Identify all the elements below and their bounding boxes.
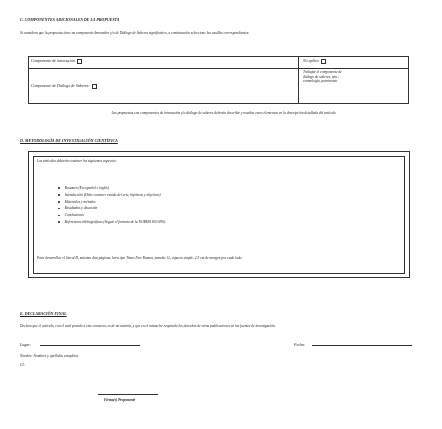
list-item: Resultados y discusión <box>58 206 166 213</box>
dialogue-label: Componente de Diálogo de Saberes: <box>31 83 97 89</box>
list-item: Referencias bibliográficas (Seguir el formato de la NORMA ISO 690). <box>58 220 166 227</box>
section-c-note: Las propuestas con componentes de innovación y/o diálogo de saberes deberán describir y resaltar estos elementos en la descripción detallada del artículo. <box>111 111 337 115</box>
innovation-label: Componente de innovación <box>31 58 82 64</box>
format-note: Para desarrollar el literal D, máximo diez páginas, letra tipo Times New Roman, tamaño 12, espacio simple, 2.5 cm de margen por cada lado. <box>37 256 243 260</box>
bullet-icon <box>58 194 60 196</box>
not-applicable-checkbox[interactable] <box>321 59 326 64</box>
date-label: Fecha: <box>294 342 306 347</box>
dialogue-description-line: Trabajar el componente de <box>303 70 342 74</box>
dialogue-description-line: cosmología, patrimonio <box>303 79 338 84</box>
dialogue-description <box>303 70 407 84</box>
date-line[interactable] <box>312 345 412 346</box>
list-item: Introducción (Debe contener estado del arte, hipótesis y objetivos) <box>58 193 166 200</box>
declaration-text: Declaro que el artículo, con el cual postulo a este concurso, es de mi autoría, y que en el mismo he respetado los derechos de otras publicaciones en las fuentes de investigación. <box>20 324 276 328</box>
table-divider <box>298 56 299 104</box>
place-line[interactable] <box>40 345 140 346</box>
innovation-checkbox[interactable] <box>77 59 82 64</box>
signature-line[interactable] <box>98 394 158 395</box>
not-applicable-label: No aplica <box>303 58 326 64</box>
dialogue-checkbox[interactable] <box>92 84 97 89</box>
methodology-list <box>58 186 166 227</box>
bullet-icon <box>58 201 60 203</box>
section-e-heading: E. DECLARACIÓN FINAL <box>20 311 67 316</box>
section-c-heading: C. COMPONENTES ADICIONALES DE LA PROPUESTA <box>20 17 120 22</box>
bullet-icon <box>58 215 60 217</box>
list-item: Materiales y métodos <box>58 200 166 207</box>
list-item: Conclusiones <box>58 213 166 220</box>
section-d-heading: D. METODOLOGÍA DE INVESTIGACIÓN CIENTÍFICA <box>20 138 118 143</box>
list-item: Resumen (En español e inglés) <box>58 186 166 193</box>
section-c-intro: Si considera que la propuesta tiene un componente Innovador y/o de Diálogo de Saberes significativo, a continuación seleccione las casillas correspondientes: <box>20 31 250 35</box>
ci-label: CI: <box>20 363 25 367</box>
dialogue-description-line: diálogo de saberes, ejm.: <box>303 74 340 79</box>
signature-label: Firma(s) Proponente <box>104 398 136 402</box>
table-row-separator <box>28 68 409 69</box>
place-label: Lugar: <box>20 342 32 347</box>
bullet-icon <box>58 187 60 189</box>
name-label: Nombre: Nombres y apellidos completos <box>20 354 79 358</box>
bullet-icon <box>58 221 60 223</box>
methodology-intro: Los artículos deberán contener los siguientes aspectos: <box>37 159 117 163</box>
bullet-icon <box>58 208 60 210</box>
